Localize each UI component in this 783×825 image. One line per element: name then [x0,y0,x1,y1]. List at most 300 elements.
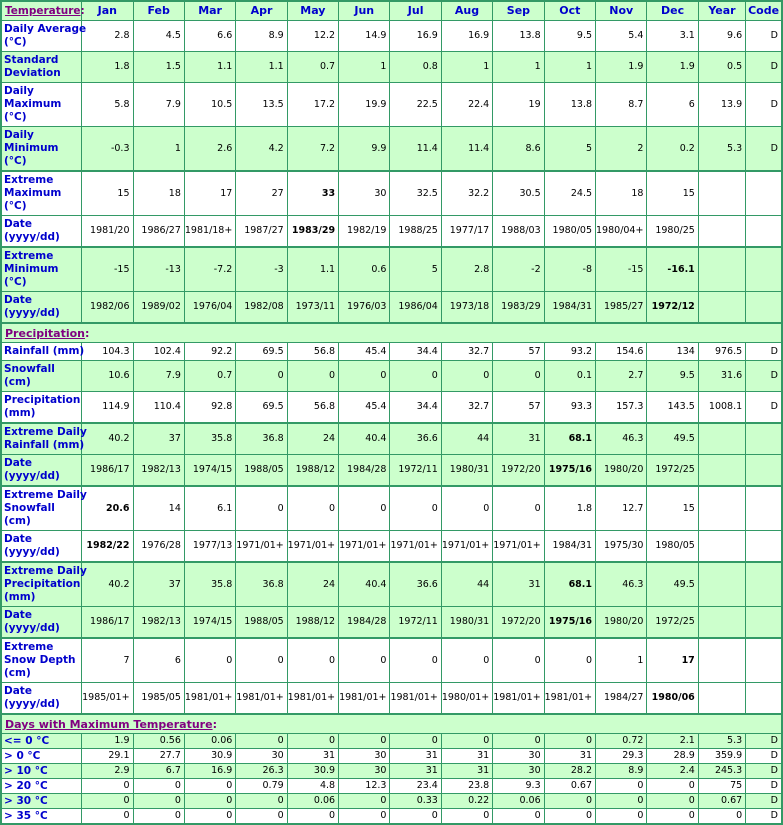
value-cell: 8.7 [596,83,647,127]
value-cell: D [746,749,782,764]
value-cell [746,683,782,715]
value-cell: 31 [493,562,544,607]
value-cell: 1975/16 [544,455,595,487]
value-cell [698,216,745,248]
row-label-line: (yyyy/dd) [4,546,60,558]
row-label-line: Minimum [4,263,59,275]
value-cell: 30 [339,749,390,764]
value-cell: 110.4 [133,392,184,424]
row-label [1,127,82,172]
row-label [1,392,82,424]
column-header-apr: Apr [236,1,287,21]
value-cell [698,292,745,324]
value-cell: 0.79 [236,779,287,794]
value-cell: 17.2 [287,83,338,127]
value-cell: 114.9 [82,392,133,424]
value-cell: 1980/20 [596,607,647,639]
row-label [1,343,85,361]
column-header-feb: Feb [133,1,184,21]
value-cell: 0 [698,809,745,825]
value-cell: 1971/01+ [493,531,544,563]
value-cell: 32.2 [441,171,492,216]
value-cell: 0.2 [647,127,698,172]
value-cell: 7.9 [133,83,184,127]
row-label-line: (°C) [4,111,27,123]
value-cell: D [746,779,782,794]
value-cell [746,247,782,292]
value-cell: 5 [544,127,595,172]
column-header-oct: Oct [544,1,595,21]
value-cell: 93.2 [544,343,595,361]
table-header [1,1,782,21]
value-cell: 1988/05 [236,455,287,487]
row-label [1,779,82,794]
section-title-text[interactable]: Days with Maximum Temperature [5,718,213,731]
value-cell: 0.67 [544,779,595,794]
value-cell: 24 [287,423,338,455]
value-cell: 6.1 [184,486,235,531]
value-cell: 0 [441,361,492,392]
value-cell: 1984/28 [339,607,390,639]
value-cell: 5.4 [596,21,647,52]
value-cell: 16.9 [441,21,492,52]
table-row-date-yyyy-dd [1,216,782,248]
value-cell: -2 [493,247,544,292]
value-cell [698,531,745,563]
value-cell: 1 [596,638,647,683]
column-header-jan: Jan [82,1,133,21]
row-label-line: (yyyy/dd) [4,307,60,319]
value-cell: 1 [339,52,390,83]
value-cell: 46.3 [596,423,647,455]
row-label [1,423,87,455]
row-label-line: Extreme [4,174,54,186]
value-cell: 0.6 [339,247,390,292]
row-label-line: (cm) [4,667,31,679]
value-cell: 0 [133,794,184,809]
value-cell: 1971/01+ [287,531,338,563]
section-header-row-precipitation [1,323,782,343]
value-cell: 1971/01+ [339,531,390,563]
value-cell: 1973/18 [441,292,492,324]
value-cell: 0 [236,638,287,683]
value-cell: 0 [441,809,492,825]
value-cell: -15 [596,247,647,292]
value-cell: D [746,794,782,809]
value-cell: 245.3 [698,764,745,779]
value-cell: 1985/01+ [82,683,133,715]
value-cell: 1985/05 [133,683,184,715]
value-cell: 2.1 [647,734,698,749]
value-cell: -0.3 [82,127,133,172]
value-cell: 18 [133,171,184,216]
value-cell: 0.7 [287,52,338,83]
row-label [1,794,82,809]
section-header-cell[interactable] [1,714,782,734]
value-cell: 9.9 [339,127,390,172]
value-cell: 17 [184,171,235,216]
value-cell [698,683,745,715]
value-cell: 13.9 [698,83,745,127]
value-cell: 1981/18+ [184,216,235,248]
row-label-line: > 10 °C [4,765,48,777]
value-cell [746,607,782,639]
value-cell: 75 [698,779,745,794]
row-label-line: (cm) [4,376,31,388]
value-cell: 8.9 [596,764,647,779]
value-cell: 1976/04 [184,292,235,324]
row-label [1,455,82,487]
value-cell: 0 [493,638,544,683]
value-cell: 14.9 [339,21,390,52]
value-cell: 34.4 [390,343,441,361]
value-cell: 104.3 [82,343,133,361]
value-cell: 17 [647,638,698,683]
column-header-year: Year [698,1,745,21]
value-cell: 2.8 [441,247,492,292]
section-title-link-precipitation[interactable]: Precipitation: [5,327,90,340]
value-cell [698,562,745,607]
table-row-date-yyyy-dd [1,607,782,639]
value-cell: 102.4 [133,343,184,361]
value-cell: 2 [596,127,647,172]
value-cell: 7.9 [133,361,184,392]
value-cell: 1.1 [184,52,235,83]
value-cell: 1982/08 [236,292,287,324]
table-row-0-c [1,749,782,764]
value-cell: 4.2 [236,127,287,172]
column-header-sep: Sep [493,1,544,21]
value-cell: 1982/13 [133,455,184,487]
value-cell: 9.5 [544,21,595,52]
value-cell: 0 [339,809,390,825]
row-label-line: (yyyy/dd) [4,231,60,243]
value-cell [746,486,782,531]
row-label-line: Extreme Daily [4,489,87,501]
value-cell: 1981/01+ [544,683,595,715]
row-label-line: (°C) [4,36,27,48]
value-cell: 30 [236,749,287,764]
temperature-header-cell[interactable] [1,1,85,21]
table-row-date-yyyy-dd [1,683,782,715]
table-row-30-c [1,794,782,809]
value-cell: 0.7 [184,361,235,392]
value-cell: 1982/22 [82,531,133,563]
value-cell: 1980/20 [596,455,647,487]
value-cell: 1980/05 [544,216,595,248]
value-cell: 1974/15 [184,455,235,487]
value-cell: 30.9 [184,749,235,764]
row-label-line: Date [4,457,32,469]
value-cell: D [746,764,782,779]
value-cell: 57 [493,392,544,424]
table-row-extreme-minimum-c [1,247,782,292]
value-cell: -13 [133,247,184,292]
value-cell: 0.8 [390,52,441,83]
value-cell: 2.4 [647,764,698,779]
value-cell: 36.6 [390,423,441,455]
value-cell: 1984/31 [544,292,595,324]
row-label-line: > 30 °C [4,795,48,807]
value-cell: 1981/01+ [339,683,390,715]
section-title-link-temperature[interactable]: Temperature: [5,5,85,17]
value-cell: 0 [236,486,287,531]
value-cell: 0 [339,638,390,683]
value-cell: 1973/11 [287,292,338,324]
value-cell: 9.5 [647,361,698,392]
row-label-line: Daily [4,129,34,141]
value-cell: -16.1 [647,247,698,292]
value-cell: 29.1 [82,749,133,764]
value-cell: 0.06 [493,794,544,809]
value-cell: 0 [390,486,441,531]
value-cell: 0.33 [390,794,441,809]
value-cell: 0 [184,638,235,683]
value-cell: 1972/20 [493,455,544,487]
value-cell: 30 [339,171,390,216]
value-cell [698,171,745,216]
value-cell: D [746,734,782,749]
value-cell: 8.6 [493,127,544,172]
row-label [1,171,82,216]
value-cell: 1.9 [596,52,647,83]
value-cell: 0.06 [184,734,235,749]
value-cell: 20.6 [82,486,133,531]
value-cell [746,292,782,324]
row-label-line: Date [4,218,32,230]
value-cell: 0 [287,734,338,749]
table-row-date-yyyy-dd [1,531,782,563]
row-label-line: Date [4,685,32,697]
value-cell: 1972/11 [390,607,441,639]
value-cell [746,638,782,683]
value-cell: 1981/01+ [493,683,544,715]
value-cell: 1972/12 [647,292,698,324]
row-label [1,292,82,324]
value-cell: -3 [236,247,287,292]
table-row-extreme-snow-depth-cm [1,638,782,683]
value-cell: 0 [647,779,698,794]
value-cell: 0 [390,638,441,683]
value-cell: 0.67 [698,794,745,809]
table-row-rainfall-mm [1,343,782,361]
value-cell: 44 [441,562,492,607]
value-cell: 1976/03 [339,292,390,324]
table-body [1,21,782,825]
value-cell [746,455,782,487]
value-cell: 0 [82,809,133,825]
table-row-extreme-daily-rainfall-mm [1,423,782,455]
value-cell: 6 [133,638,184,683]
value-cell: 5.3 [698,734,745,749]
value-cell: 30 [493,749,544,764]
value-cell: 12.7 [596,486,647,531]
value-cell: 0 [544,809,595,825]
row-label-line: Extreme Daily [4,565,87,577]
value-cell: 0 [287,486,338,531]
value-cell: 1971/01+ [441,531,492,563]
row-label-line: (mm) [4,591,36,603]
row-label [1,607,82,639]
value-cell: 15 [647,486,698,531]
row-label [1,247,82,292]
row-label [1,734,82,749]
table-row-snowfall-cm [1,361,782,392]
value-cell: 13.5 [236,83,287,127]
value-cell: 14 [133,486,184,531]
value-cell: 11.4 [441,127,492,172]
value-cell: 0.06 [287,794,338,809]
value-cell: 16.9 [390,21,441,52]
value-cell: 1980/01+ [441,683,492,715]
value-cell: 0 [339,734,390,749]
table-row-daily-average-c [1,21,782,52]
value-cell: 154.6 [596,343,647,361]
table-row-10-c [1,764,782,779]
value-cell: 12.3 [339,779,390,794]
value-cell: 0.72 [596,734,647,749]
row-label-line: Daily Average [4,23,87,35]
value-cell: 0 [390,361,441,392]
value-cell: 1971/01+ [390,531,441,563]
value-cell: 32.7 [441,343,492,361]
table-row-daily-maximum-c [1,83,782,127]
row-label [1,21,87,52]
value-cell: 26.3 [236,764,287,779]
value-cell: 8.9 [236,21,287,52]
value-cell: 6.6 [184,21,235,52]
value-cell: D [746,21,782,52]
value-cell: 1980/06 [647,683,698,715]
section-header-cell[interactable] [1,323,782,343]
value-cell: 0 [236,361,287,392]
value-cell: 0 [133,809,184,825]
value-cell: 0 [544,638,595,683]
value-cell: 31 [441,764,492,779]
value-cell [746,216,782,248]
value-cell: 69.5 [236,392,287,424]
value-cell: 1981/01+ [184,683,235,715]
value-cell: 30.9 [287,764,338,779]
value-cell: 0 [339,486,390,531]
value-cell: 1988/25 [390,216,441,248]
column-header-code: Code [746,1,782,21]
row-label-line: Rainfall (mm) [4,439,85,451]
value-cell: 2.6 [184,127,235,172]
value-cell [698,423,745,455]
value-cell: 1.8 [82,52,133,83]
value-cell: 46.3 [596,562,647,607]
value-cell: 0 [493,809,544,825]
value-cell: 31 [441,749,492,764]
value-cell: 28.9 [647,749,698,764]
value-cell: 28.2 [544,764,595,779]
value-cell: D [746,361,782,392]
row-label-line: Precipitation [4,394,81,406]
value-cell: 37 [133,423,184,455]
row-label [1,83,82,127]
value-cell: 1.9 [647,52,698,83]
value-cell: 1982/06 [82,292,133,324]
value-cell: 10.5 [184,83,235,127]
section-title-link-days-with-maximum-temperature[interactable]: Days with Maximum Temperature: [5,718,217,731]
value-cell: 0 [441,734,492,749]
column-header-dec: Dec [647,1,698,21]
value-cell: 1987/27 [236,216,287,248]
value-cell: 1008.1 [698,392,745,424]
value-cell: 1982/19 [339,216,390,248]
value-cell: 32.5 [390,171,441,216]
row-label-line: > 35 °C [4,810,48,822]
value-cell: 0 [647,794,698,809]
value-cell: 68.1 [544,423,595,455]
value-cell: 31 [390,764,441,779]
value-cell: 2.7 [596,361,647,392]
section-title-text[interactable]: Precipitation [5,327,85,340]
row-label [1,638,82,683]
row-label-line: Maximum [4,98,62,110]
value-cell: 44 [441,423,492,455]
value-cell: 0 [184,794,235,809]
value-cell: 0.5 [698,52,745,83]
row-label-line: > 20 °C [4,780,48,792]
value-cell: -8 [544,247,595,292]
row-label [1,216,82,248]
value-cell: 31 [390,749,441,764]
table-row-extreme-daily-precipitation-mm [1,562,782,607]
table-row-date-yyyy-dd [1,455,782,487]
value-cell: D [746,83,782,127]
table-row-extreme-daily-snowfall-cm [1,486,782,531]
value-cell [698,607,745,639]
value-cell: 1983/29 [493,292,544,324]
value-cell: 1975/16 [544,607,595,639]
value-cell: 13.8 [493,21,544,52]
value-cell: 92.8 [184,392,235,424]
value-cell: 1981/20 [82,216,133,248]
value-cell: 1972/25 [647,455,698,487]
value-cell: 1 [544,52,595,83]
value-cell: 56.8 [287,392,338,424]
value-cell: 1977/17 [441,216,492,248]
value-cell: 1981/01+ [390,683,441,715]
row-label [1,683,82,715]
row-label-line: Date [4,533,32,545]
value-cell: 1988/12 [287,455,338,487]
value-cell: 0 [596,794,647,809]
value-cell: 36.8 [236,562,287,607]
value-cell: 1972/11 [390,455,441,487]
value-cell: 1988/05 [236,607,287,639]
value-cell: 1972/25 [647,607,698,639]
value-cell: 31.6 [698,361,745,392]
row-label-line: Snow Depth [4,654,76,666]
value-cell: 0 [441,638,492,683]
value-cell: 6.7 [133,764,184,779]
row-label [1,764,82,779]
row-label [1,531,82,563]
value-cell: 0 [596,809,647,825]
value-cell: 0 [390,734,441,749]
value-cell: 12.2 [287,21,338,52]
value-cell: 19 [493,83,544,127]
value-cell: 1986/27 [133,216,184,248]
section-title-text[interactable]: Temperature [5,5,81,17]
row-label-line: (yyyy/dd) [4,698,60,710]
value-cell: 0 [544,734,595,749]
value-cell: 37 [133,562,184,607]
value-cell: 49.5 [647,562,698,607]
